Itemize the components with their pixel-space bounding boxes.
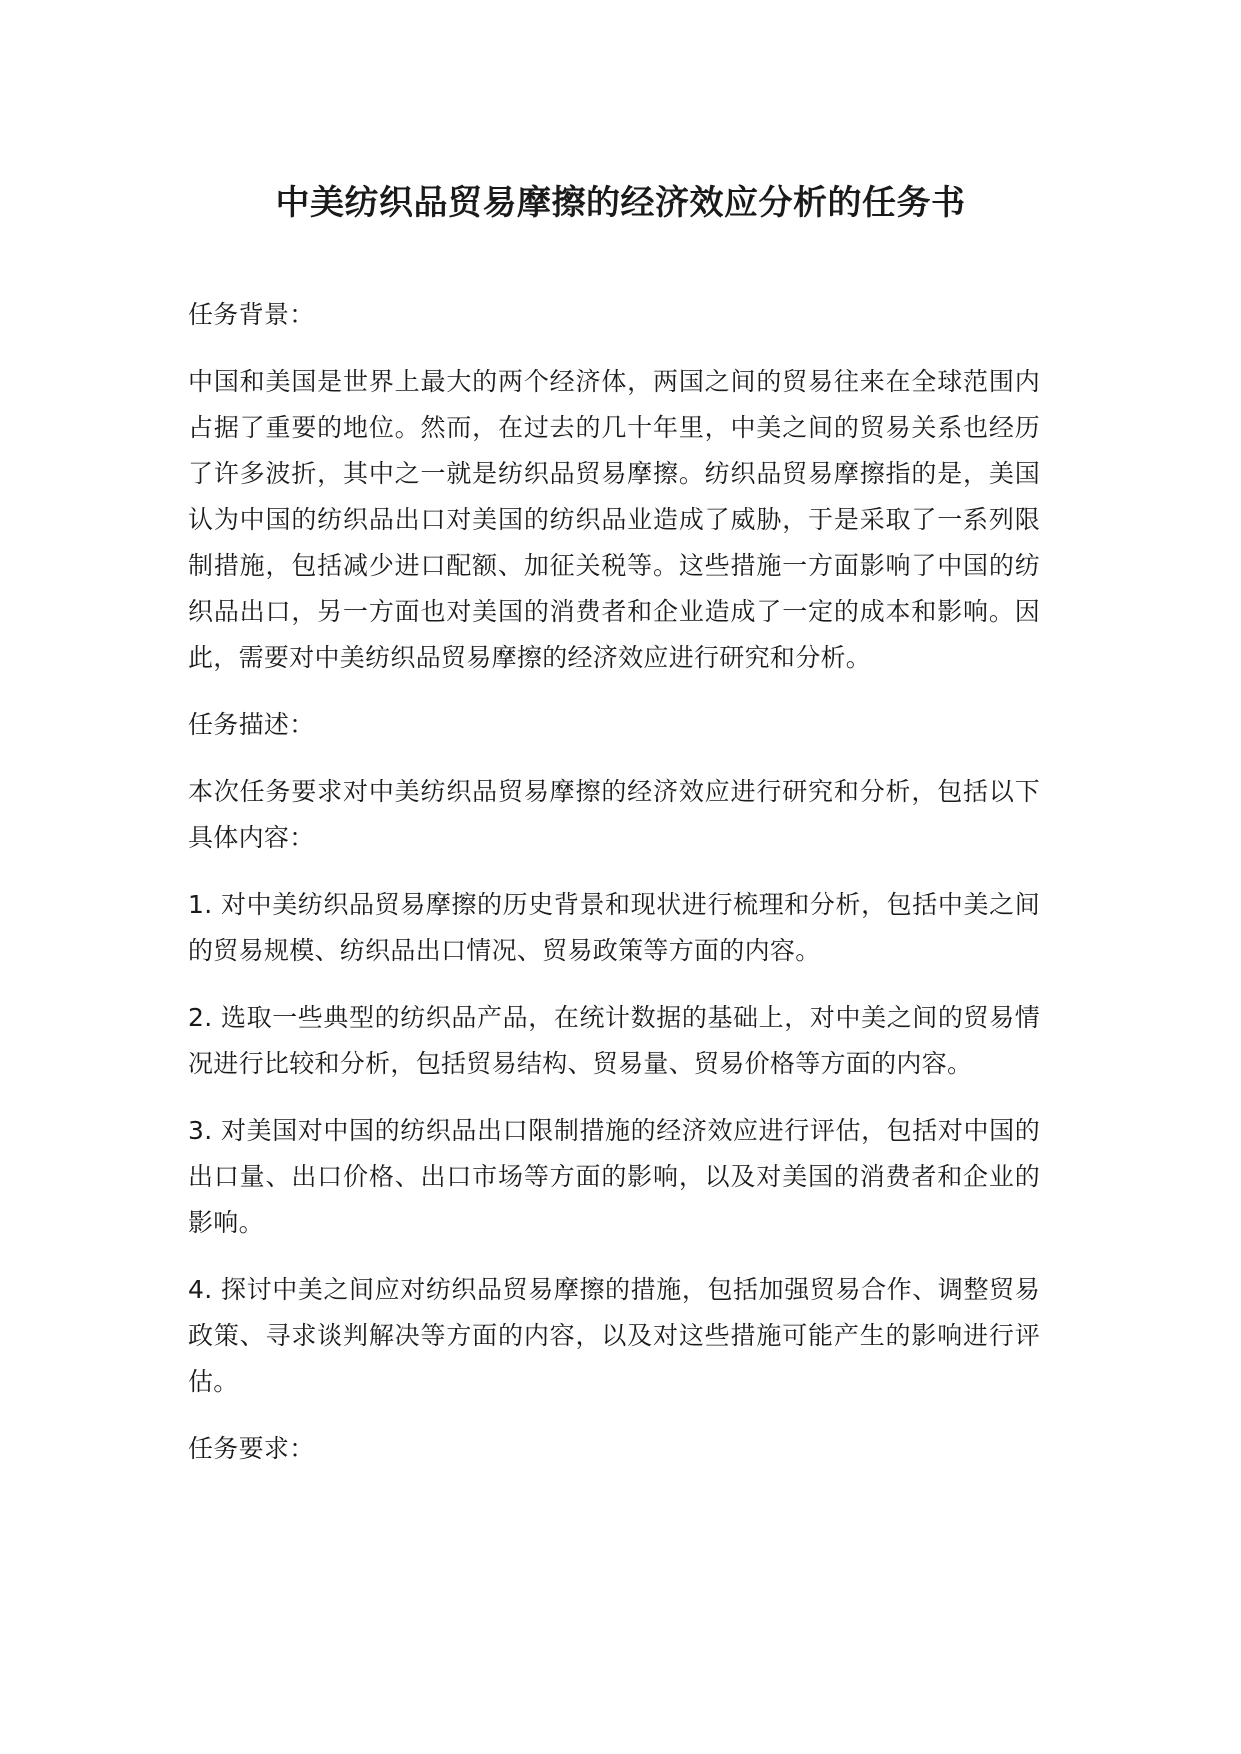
section-heading-requirements: 任务要求： <box>188 1434 315 1463</box>
paragraph-background: 中国和美国是世界上最大的两个经济体，两国之间的贸易往来在全球范围内占据了重要的地位。然而，在过去的几十年里，中美之间的贸易关系也经历了许多波折，其中之一就是纺织品贸易摩擦。纺织品贸易摩擦指的是，美国认为中国的纺织品出口对美国的纺织品业造成了威胁，于是采取了一系列限制措施，包括减少进口配额、加征关税等。这些措施一方面影响了中国的纺织品出口，另一方面也对美国的消费者和企业造成了一定的成本和影响。因此，需要对中美纺织品贸易摩擦的经济效应进行研究和分析。 <box>188 367 1040 672</box>
list-item-1: 1. 对中美纺织品贸易摩擦的历史背景和现状进行梳理和分析，包括中美之间的贸易规模、纺织品出口情况、贸易政策等方面的内容。 <box>188 890 1040 965</box>
list-item-3: 3. 对美国对中国的纺织品出口限制措施的经济效应进行评估，包括对中国的出口量、出口价格、出口市场等方面的影响，以及对美国的消费者和企业的影响。 <box>188 1116 1040 1237</box>
paragraph-description-intro: 本次任务要求对中美纺织品贸易摩擦的经济效应进行研究和分析，包括以下具体内容： <box>188 777 1040 852</box>
section-heading-description: 任务描述： <box>188 710 315 739</box>
document-title: 中美纺织品贸易摩擦的经济效应分析的任务书 <box>275 183 966 223</box>
list-item-4: 4. 探讨中美之间应对纺织品贸易摩擦的措施，包括加强贸易合作、调整贸易政策、寻求谈判解决等方面的内容，以及对这些措施可能产生的影响进行评估。 <box>188 1275 1040 1396</box>
section-heading-background: 任务背景： <box>188 300 315 329</box>
document-body <box>188 292 1040 1493</box>
list-item-2: 2. 选取一些典型的纺织品产品，在统计数据的基础上，对中美之间的贸易情况进行比较和分析，包括贸易结构、贸易量、贸易价格等方面的内容。 <box>188 1003 1040 1078</box>
